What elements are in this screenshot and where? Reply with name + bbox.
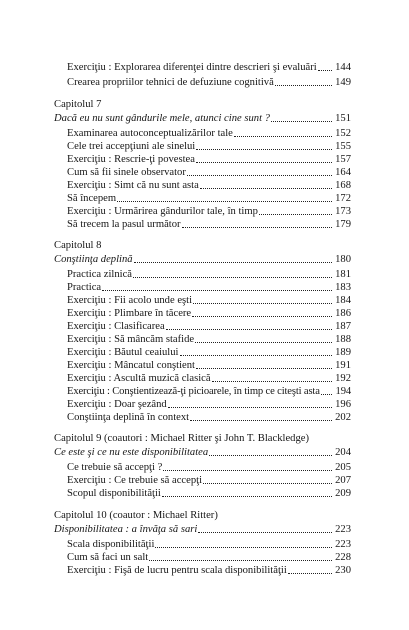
entry-text: Scopul disponibilităţii (67, 488, 161, 499)
entry-page: 180 (335, 254, 351, 265)
entry-text: Exerciţiu : Să mâncăm stafide (67, 334, 195, 345)
entry-text: Examinarea autoconceptualizărilor tale (67, 128, 233, 139)
entry-text: Cum să fii sinele observator (67, 167, 186, 178)
toc-entry (67, 293, 351, 307)
chapter-heading: Capitolul 9 (coautori : Michael Ritter şi John T. Blackledge) (54, 433, 309, 444)
toc-entry (67, 280, 351, 294)
toc-entry (67, 397, 351, 411)
toc-entry (67, 460, 351, 474)
dot-leader (180, 355, 333, 356)
chapter-title-row (54, 522, 351, 536)
entry-text: Exerciţiu : Ascultă muzică clasică (67, 373, 211, 384)
entry-text: Exerciţiu : Plimbare în tăcere (67, 308, 192, 319)
dot-leader (133, 277, 332, 278)
toc-entry (67, 165, 351, 179)
entry-page: 191 (335, 360, 351, 371)
toc-entry (67, 75, 351, 89)
entry-text: Exerciţiu : Doar şezând (67, 399, 167, 410)
dot-leader (203, 483, 332, 484)
entry-text: Să trecem la pasul următor (67, 219, 181, 230)
entry-page: 151 (335, 113, 351, 124)
entry-page: 172 (335, 193, 351, 204)
entry-text: Exerciţiu : Urmărirea gândurilor tale, în timp (67, 206, 258, 217)
dot-leader (196, 368, 332, 369)
dot-leader (198, 532, 332, 533)
entry-text: Crearea propriilor tehnici de defuziune cognitivă (67, 77, 274, 88)
toc-entry (67, 126, 351, 140)
toc-entry (67, 178, 351, 192)
entry-page: 194 (335, 386, 351, 397)
entry-page: 196 (335, 399, 351, 410)
dot-leader (166, 329, 332, 330)
entry-page: 184 (335, 295, 351, 306)
dot-leader (193, 303, 332, 304)
entry-page: 187 (335, 321, 351, 332)
entry-page: 149 (335, 77, 351, 88)
dot-leader (102, 290, 332, 291)
entry-page: 223 (335, 539, 351, 550)
entry-text: Exerciţiu : Fii acolo unde eşti (67, 295, 193, 306)
chapter-heading: Capitolul 7 (54, 99, 102, 110)
toc-entry (67, 60, 351, 74)
entry-page: 186 (335, 308, 351, 319)
entry-text: Ce trebuie să accepţi ? (67, 462, 163, 473)
entry-page: 188 (335, 334, 351, 345)
dot-leader (271, 121, 332, 122)
dot-leader (209, 455, 332, 456)
entry-text: Scala disponibilităţii (67, 539, 155, 550)
chapter-title: Dacă eu nu sunt gândurile mele, atunci cine sunt ? (54, 113, 270, 124)
toc-entry (67, 306, 351, 320)
dot-leader (275, 85, 332, 86)
dot-leader (321, 394, 332, 395)
dot-leader (134, 262, 332, 263)
chapter-title: Disponibilitatea : a învăţa să sari (54, 524, 198, 535)
chapter-title: Ce este şi ce nu este disponibilitatea (54, 447, 209, 458)
entry-text: Exerciţiu : Rescrie-ţi povestea (67, 154, 195, 165)
entry-text: Exerciţiu : Mâncatul conştient (67, 360, 195, 371)
entry-page: 181 (335, 269, 351, 280)
entry-page: 189 (335, 347, 351, 358)
toc-entry (67, 563, 351, 577)
entry-page: 164 (335, 167, 351, 178)
entry-text: Exerciţiu : Fişă de lucru pentru scala disponibilităţii (67, 565, 287, 576)
dot-leader (163, 470, 332, 471)
toc-entry (67, 345, 351, 359)
entry-page: 204 (335, 447, 351, 458)
entry-page: 152 (335, 128, 351, 139)
entry-page: 228 (335, 552, 351, 563)
toc-entry (67, 358, 351, 372)
dot-leader (187, 175, 332, 176)
toc-entry (67, 410, 351, 424)
toc-entry (67, 319, 351, 333)
entry-page: 183 (335, 282, 351, 293)
chapter-title-row (54, 252, 351, 266)
entry-text: Exerciţiu : Clasificarea (67, 321, 165, 332)
toc-entry (67, 332, 351, 346)
chapter-title-row (54, 445, 351, 459)
entry-text: Practica zilnică (67, 269, 132, 280)
entry-text: Exerciţiu : Băutul ceaiului (67, 347, 179, 358)
toc-entry (67, 191, 351, 205)
chapter-title: Conştiinţa deplină (54, 254, 133, 265)
dot-leader (117, 201, 332, 202)
entry-page: 207 (335, 475, 351, 486)
entry-text: Cum să faci un salt (67, 552, 149, 563)
dot-leader (155, 547, 332, 548)
chapter-heading: Capitolul 8 (54, 240, 102, 251)
dot-leader (318, 70, 332, 71)
entry-page: 173 (335, 206, 351, 217)
entry-page: 144 (335, 62, 351, 73)
dot-leader (192, 316, 332, 317)
toc-entry (67, 537, 351, 551)
entry-text: Cele trei accepţiuni ale sinelui (67, 141, 196, 152)
entry-page: 168 (335, 180, 351, 191)
toc-entry (67, 550, 351, 564)
entry-text: Exerciţiu : Simt că nu sunt asta (67, 180, 199, 191)
dot-leader (200, 188, 332, 189)
entry-text: Practica (67, 282, 102, 293)
entry-text: Să începem (67, 193, 117, 204)
dot-leader (196, 149, 332, 150)
toc-entry (67, 384, 351, 398)
entry-page: 192 (335, 373, 351, 384)
dot-leader (196, 162, 332, 163)
toc-entry (67, 152, 351, 166)
entry-page: 209 (335, 488, 351, 499)
entry-page: 179 (335, 219, 351, 230)
chapter-title-row (54, 111, 351, 125)
dot-leader (162, 496, 332, 497)
dot-leader (212, 381, 332, 382)
toc-entry (67, 139, 351, 153)
dot-leader (190, 420, 332, 421)
entry-page: 202 (335, 412, 351, 423)
toc-entry (67, 473, 351, 487)
entry-text: Exerciţiu : Explorarea diferenţei dintre descrieri şi evaluări (67, 62, 317, 73)
toc-entry (67, 486, 351, 500)
chapter-heading: Capitolul 10 (coautor : Michael Ritter) (54, 510, 218, 521)
entry-page: 223 (335, 524, 351, 535)
entry-text: Exerciţiu : Ce trebuie să accepţi (67, 475, 203, 486)
entry-text: Exerciţiu : Conştientizează-ţi picioarele, în timp ce citeşti asta (67, 386, 320, 397)
dot-leader (168, 407, 332, 408)
toc-entry (67, 267, 351, 281)
dot-leader (182, 227, 332, 228)
dot-leader (234, 136, 332, 137)
entry-page: 157 (335, 154, 351, 165)
dot-leader (288, 573, 332, 574)
dot-leader (259, 214, 332, 215)
dot-leader (195, 342, 332, 343)
toc-entry (67, 217, 351, 231)
entry-page: 155 (335, 141, 351, 152)
entry-page: 205 (335, 462, 351, 473)
entry-text: Conştiinţa deplină în context (67, 412, 190, 423)
toc-entry (67, 204, 351, 218)
toc-entry (67, 371, 351, 385)
dot-leader (149, 560, 332, 561)
entry-page: 230 (335, 565, 351, 576)
